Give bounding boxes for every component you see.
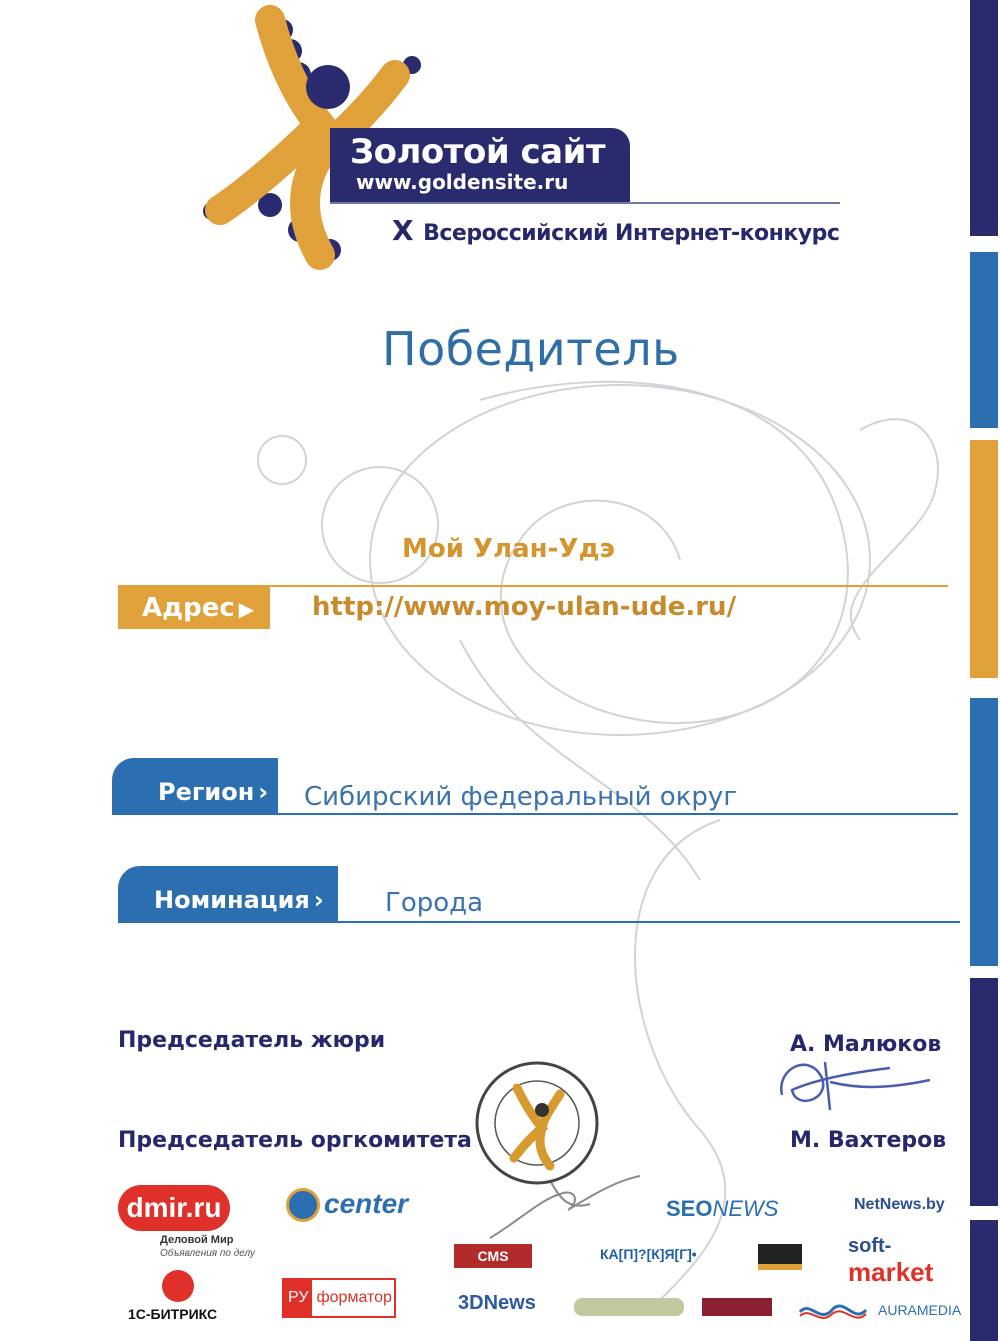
region-row-line <box>112 813 958 815</box>
arrow-right-icon: ▶ <box>238 597 255 621</box>
sponsor-seonews-a: SEO <box>666 1196 713 1221</box>
org-chair-name: М. Вахтеров <box>790 1128 947 1153</box>
sponsor-bitrix: 1С-БИТРИКС <box>128 1306 218 1322</box>
address-label <box>142 593 254 623</box>
sponsor-softmarket-a: soft- <box>848 1235 892 1257</box>
contest-subtitle <box>392 214 839 247</box>
sponsor-dmir-text: dmir.ru <box>126 1192 222 1223</box>
sponsor-misc-logo-3 <box>758 1244 802 1270</box>
org-chair-label: Председатель оргкомитета <box>118 1128 472 1153</box>
sponsor-misc-logo-2 <box>702 1298 772 1316</box>
logo-title: Золотой сайт <box>350 132 606 172</box>
sponsor-ruformator-b: форматор <box>316 1289 392 1306</box>
logo-url: www.goldensite.ru <box>356 170 569 194</box>
sponsor-seonews-b: NEWS <box>712 1196 779 1221</box>
page-heading: Победитель <box>382 322 680 376</box>
sponsor-misc-logo-1 <box>574 1298 684 1316</box>
logo-underline <box>330 202 840 204</box>
sponsor-dmir <box>118 1185 230 1231</box>
sponsor-cms: CMS <box>454 1244 532 1268</box>
address-value: http://www.moy-ulan-ude.ru/ <box>312 592 737 622</box>
region-label <box>158 778 268 806</box>
sponsor-rucenter: center <box>324 1188 409 1219</box>
chevron-right-icon: › <box>258 778 269 806</box>
sponsor-netnews: NetNews.by <box>854 1196 945 1213</box>
sponsor-softmarket-b: market <box>848 1257 934 1287</box>
auramedia-wave-icon <box>798 1298 868 1322</box>
chevron-right-icon: › <box>313 886 324 914</box>
sponsor-ruformator-a: РУ <box>284 1280 312 1316</box>
sponsor-dmir-tagline-2: Объявления по делу <box>160 1248 256 1259</box>
jury-chair-label: Председатель жюри <box>118 1028 386 1053</box>
nomination-label-text: Номинация <box>154 886 310 914</box>
contest-name: Всероссийский Интернет-конкурс <box>423 221 840 246</box>
contest-number: X <box>392 214 414 247</box>
jury-chair-name: А. Малюков <box>790 1032 942 1057</box>
nomination-value: Города <box>385 888 484 918</box>
sponsor-seonews <box>666 1196 778 1222</box>
sponsor-3dnews: 3DNews <box>458 1292 536 1314</box>
region-label-text: Регион <box>158 778 255 806</box>
stamp-seal <box>472 1058 602 1188</box>
sponsor-dmir-tagline-1: Деловой Мир <box>160 1234 234 1246</box>
region-value: Сибирский федеральный округ <box>304 782 737 812</box>
sponsor-rucenter-icon <box>286 1188 320 1222</box>
sponsor-auramedia: AURAMEDIA <box>878 1302 962 1318</box>
sponsor-bitrix-icon <box>162 1270 194 1302</box>
nomination-row-line <box>118 921 960 923</box>
jury-signature <box>770 1040 940 1120</box>
sponsor-softmarket <box>848 1234 933 1289</box>
sponsor-ruformator <box>282 1278 396 1318</box>
sponsor-kampania: КА[П]?[К]Я[Г]• <box>600 1246 697 1262</box>
nomination-label <box>154 886 324 914</box>
address-label-text: Адрес <box>142 593 235 623</box>
site-name: Мой Улан-Удэ <box>402 534 615 564</box>
